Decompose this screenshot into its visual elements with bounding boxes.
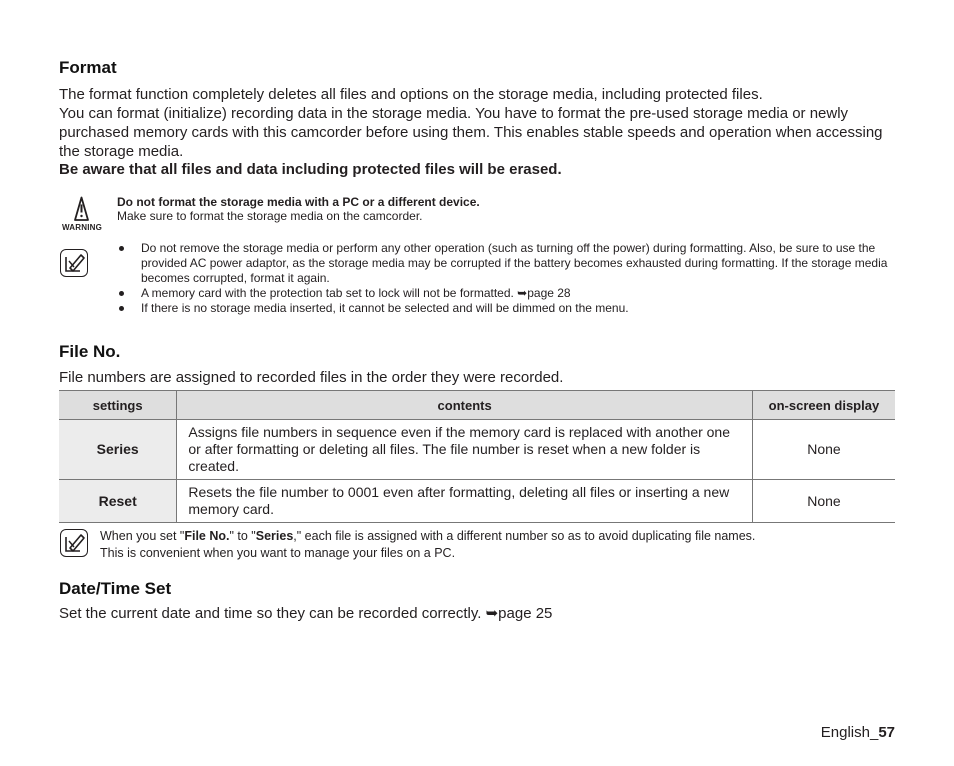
display-cell: None (752, 420, 895, 480)
note-bold-series: Series (255, 529, 294, 543)
format-paragraph-1: The format function completely deletes all files and options on the storage media, including protected files. (59, 86, 763, 103)
note-text: " to " (229, 529, 256, 543)
contents-cell: Resets the file number to 0001 even after formatting, deleting all files or inserting a new memory card. (177, 480, 752, 523)
column-header-display: on-screen display (752, 391, 895, 420)
warning-badge (58, 195, 106, 235)
note-bold-file-no: File No. (184, 529, 230, 543)
list-item: Do not remove the storage media or perform any other operation (such as turning off the power) during formatting. Also, be sure to use the provided AC power adaptor, as the storage media may be corrupted if the battery becomes exhausted during formatting. If the storage media becomes corrupted, format it again. (117, 241, 892, 286)
table-row (59, 420, 895, 480)
column-header-settings: settings (59, 391, 177, 420)
format-heading: Format (59, 58, 117, 77)
warning-heading: Do not format the storage media with a PC or a different device. (117, 195, 480, 209)
display-cell: None (752, 480, 895, 523)
note-pencil-icon (60, 249, 88, 277)
warning-triangle-icon (58, 195, 106, 223)
file-no-heading: File No. (59, 342, 121, 361)
note-pencil-icon (60, 529, 88, 557)
column-header-contents: contents (177, 391, 752, 420)
file-no-intro: File numbers are assigned to recorded files in the order they were recorded. (59, 369, 564, 386)
table-row (59, 480, 895, 523)
setting-cell: Reset (59, 480, 177, 523)
warning-label: WARNING (61, 223, 103, 232)
page-footer (821, 724, 895, 741)
date-time-heading: Date/Time Set (59, 579, 172, 598)
note-line-2: This is convenient when you want to manage your files on a PC. (100, 546, 456, 560)
file-no-note (100, 528, 890, 562)
page-number: 57 (878, 724, 895, 741)
note-text: When you set " (100, 529, 185, 543)
list-item: A memory card with the protection tab set to lock will not be formatted. ➥page 28 (117, 286, 892, 301)
file-no-table (59, 390, 895, 523)
list-item: If there is no storage media inserted, it cannot be selected and will be dimmed on the menu. (117, 301, 892, 316)
warning-text: Make sure to format the storage media on the camcorder. (117, 209, 423, 223)
format-erase-warning: Be aware that all files and data including protected files will be erased. (59, 161, 562, 178)
contents-cell: Assigns file numbers in sequence even if the memory card is replaced with another one or after formatting or deleting all files. The file number is reset when a new folder is created. (177, 420, 752, 480)
format-notes-list (117, 241, 892, 316)
format-paragraph-2: You can format (initialize) recording data in the storage media. You have to format the pre-used storage media or newly purchased memory cards with this camcorder before using them. This enables stable speeds and operation when accessing the storage media. (59, 105, 883, 160)
footer-language: English_ (820, 724, 879, 741)
date-time-text: Set the current date and time so they can be recorded correctly. ➥page 25 (59, 605, 553, 622)
note-text: ," each file is assigned with a different number so as to avoid duplicating file names. (293, 529, 756, 543)
setting-cell: Series (59, 420, 177, 480)
table-header-row (59, 391, 895, 420)
